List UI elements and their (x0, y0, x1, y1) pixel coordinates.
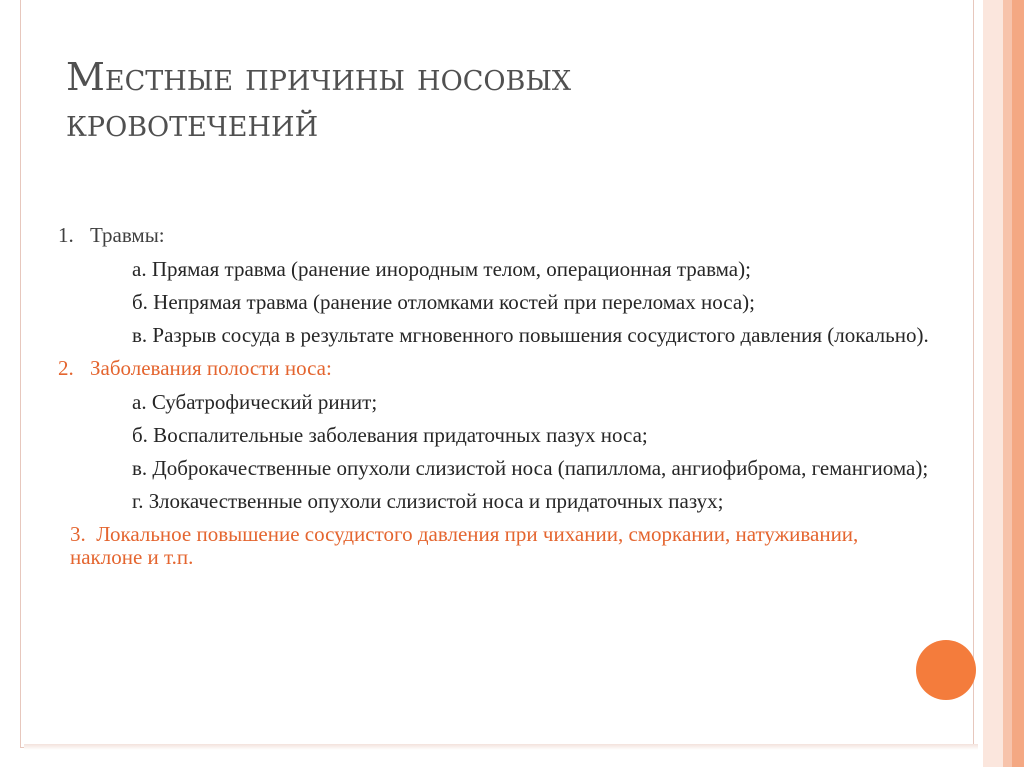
section-number: 1. (58, 223, 74, 247)
list-item: в. Разрыв сосуда в результате мгновенного повышения сосудистого давления (локально). (132, 323, 929, 347)
section-heading-injuries (58, 224, 944, 247)
slide-body (54, 224, 944, 579)
title-line-2: кровотечений (66, 101, 319, 145)
decorative-stripe-mid (1003, 0, 1012, 767)
frame-shadow (24, 744, 978, 750)
list-item: а. Прямая травма (ранение инородным телом, операционная травма); (132, 257, 751, 281)
section-number: 2. (58, 356, 74, 380)
list-item: в. Доброкачественные опухоли слизистой носа (папиллома, ангиофиброма, гемангиома); (132, 456, 929, 480)
section-heading-local-pressure (70, 523, 944, 569)
section-title: Заболевания полости носа: (90, 356, 332, 380)
list-item: г. Злокачественные опухоли слизистой носа и придаточных пазух; (132, 489, 724, 513)
list-item: б. Воспалительные заболевания придаточных пазух носа; (132, 423, 648, 447)
title-line-1: Местные причины носовых (66, 55, 572, 99)
list-item: а. Субатрофический ринит; (132, 390, 378, 414)
decorative-circle (916, 640, 976, 700)
slide-title (66, 54, 946, 146)
section-title: Травмы: (90, 223, 165, 247)
section-number: 3. (70, 522, 86, 546)
section-title: Локальное повышение сосудистого давления при чихании, сморкании, натуживании, наклоне и т.п. (70, 522, 859, 569)
decorative-stripe-light (983, 0, 1003, 767)
list-item: б. Непрямая травма (ранение отломками костей при переломах носа); (132, 290, 755, 314)
section-heading-nasal-diseases (58, 357, 944, 380)
decorative-stripe-dark (1012, 0, 1024, 767)
